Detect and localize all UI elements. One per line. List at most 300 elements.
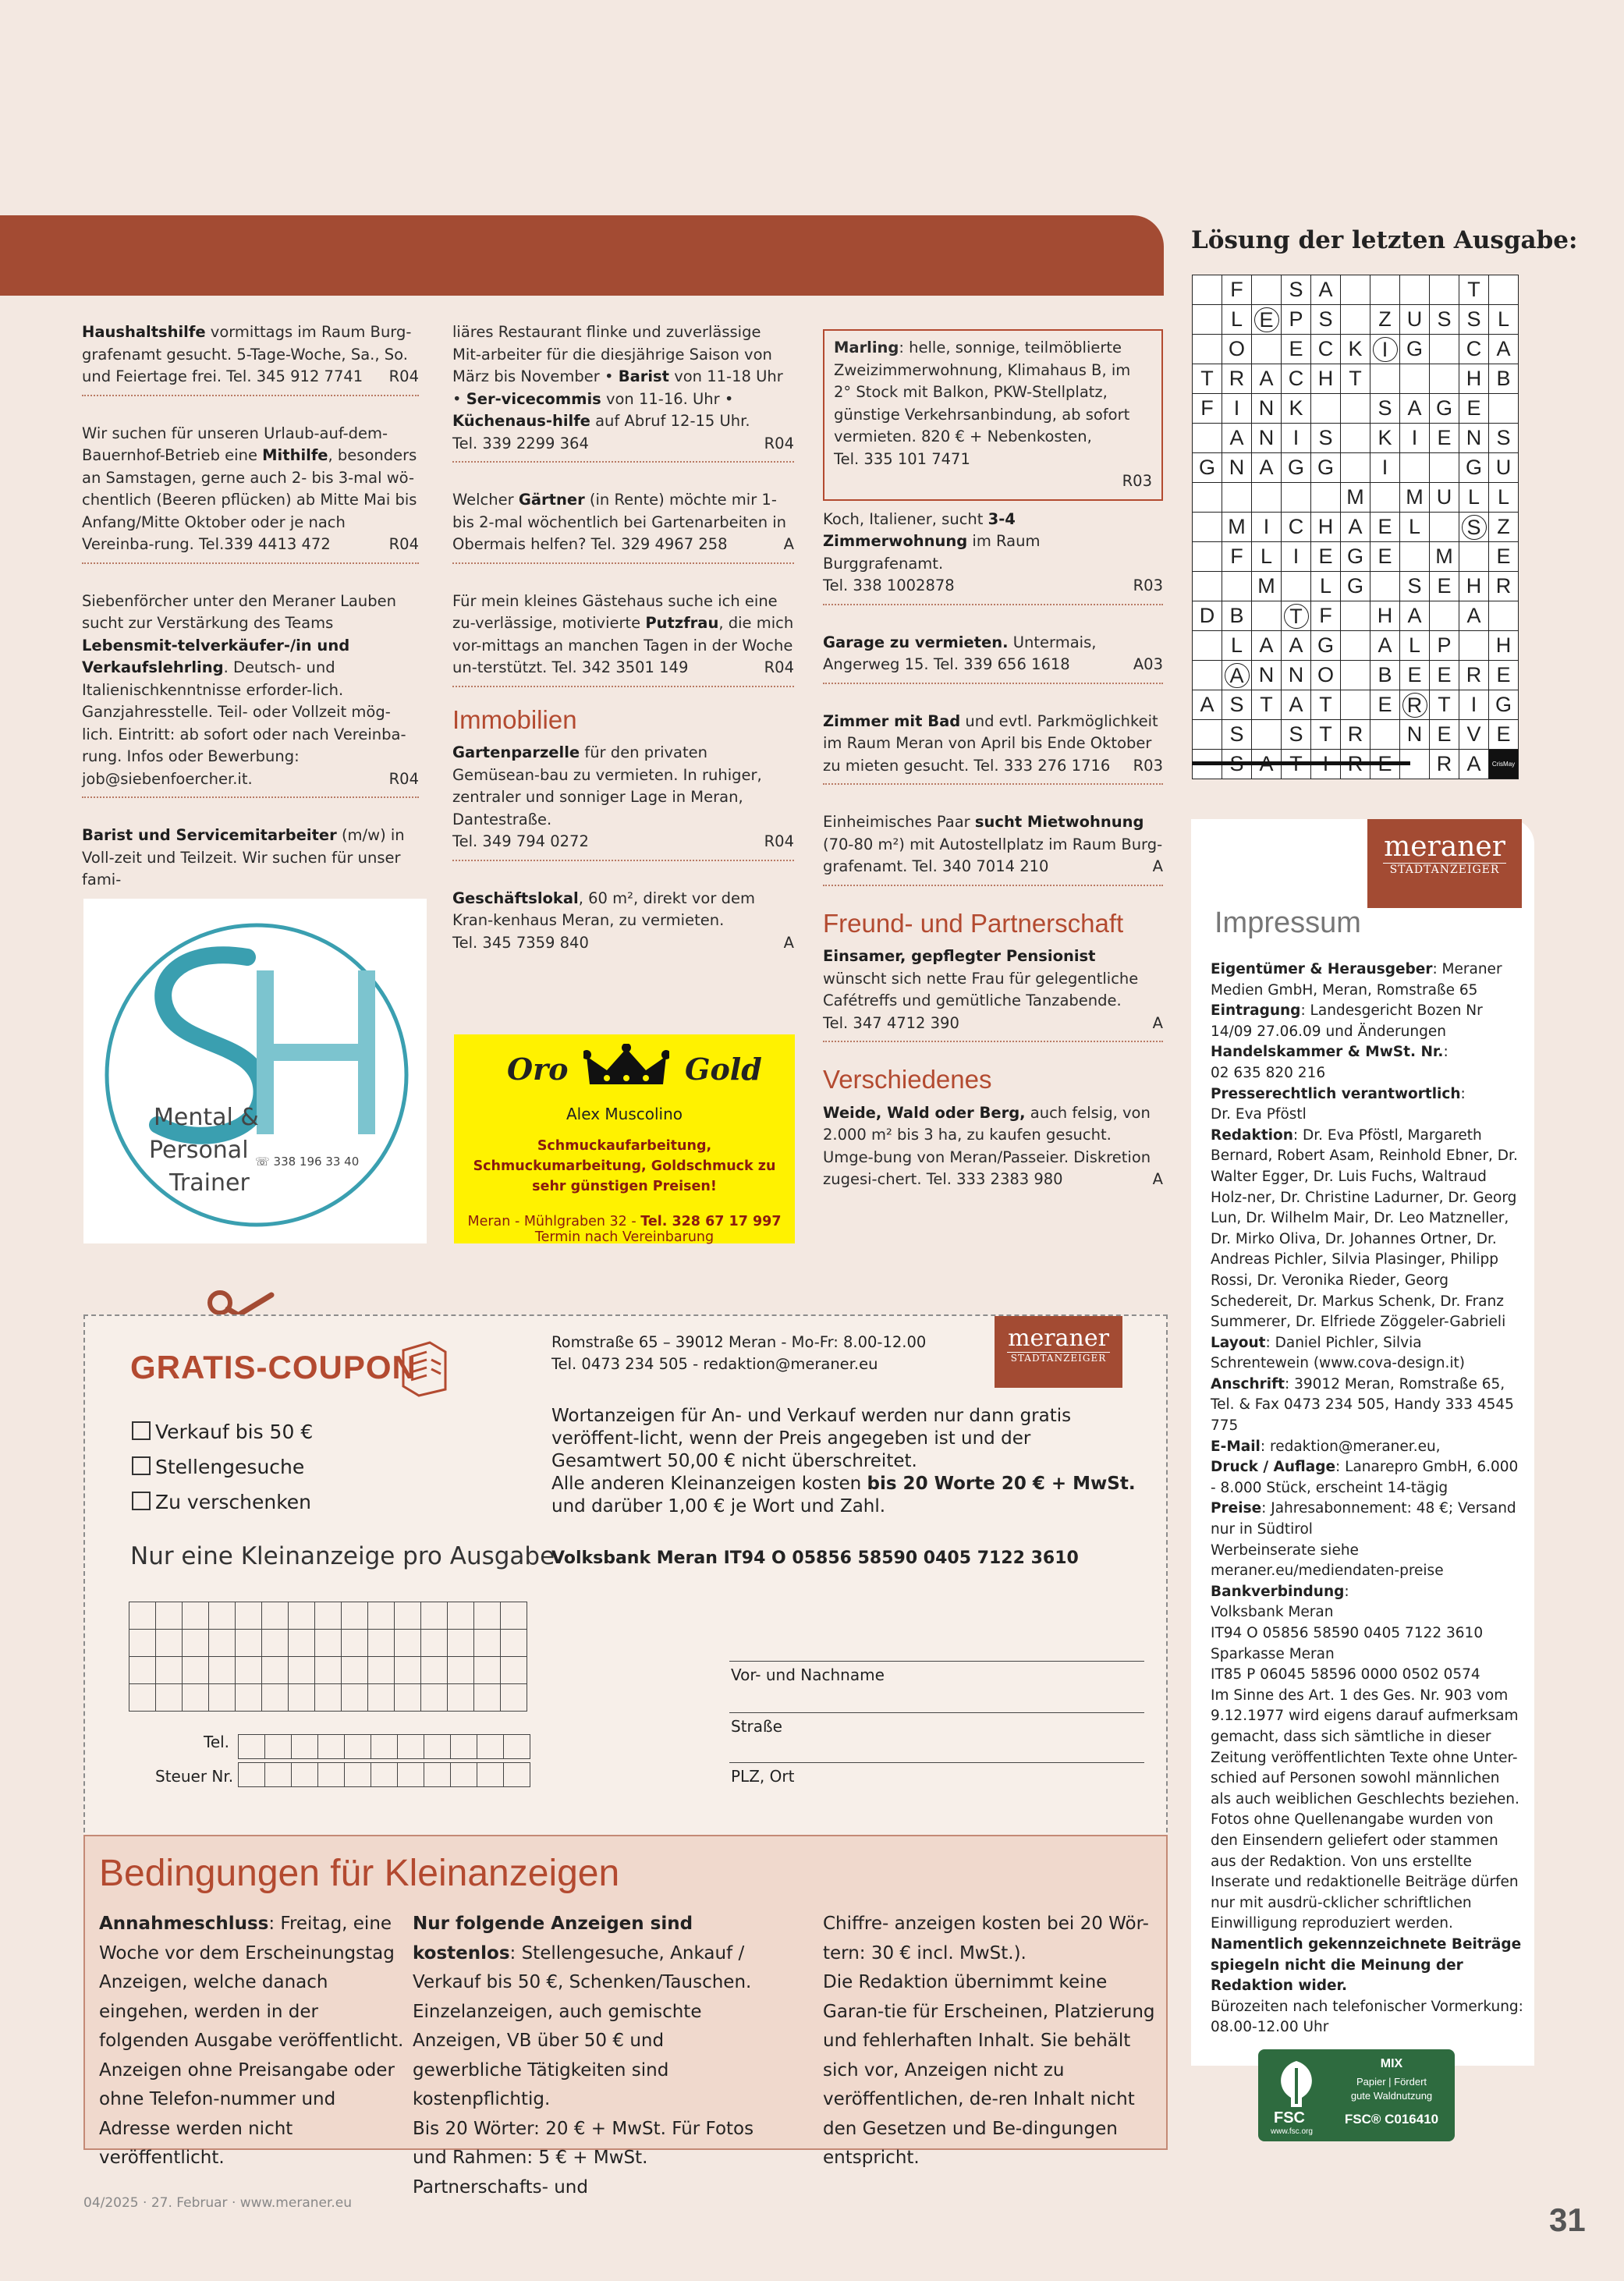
coupon-address-2: Tel. 0473 234 505 - redaktion@meraner.eu — [551, 1355, 878, 1373]
coupon-tax-label: Steuer Nr. — [155, 1767, 234, 1786]
grid-cell[interactable] — [501, 1602, 527, 1630]
grid-cell[interactable] — [421, 1657, 448, 1684]
grid-cell[interactable] — [424, 1763, 451, 1787]
crossword-cell: F — [1222, 275, 1252, 305]
crossword-cell: S — [1282, 720, 1311, 750]
crossword-cell: CrisMay — [1489, 750, 1519, 779]
ad-code: A — [1152, 1013, 1163, 1032]
coupon-tax-grid[interactable] — [238, 1762, 530, 1787]
crossword-row — [1193, 572, 1519, 601]
crossword-solution-grid — [1192, 275, 1519, 779]
grid-cell[interactable] — [421, 1602, 448, 1630]
crossword-cell: A — [1252, 364, 1282, 394]
grid-cell[interactable] — [315, 1684, 342, 1712]
crossword-cell: E — [1430, 424, 1459, 453]
checkbox-verkauf[interactable] — [132, 1421, 151, 1440]
crossword-cell — [1370, 483, 1400, 513]
grid-cell[interactable] — [209, 1630, 236, 1657]
crossword-cell: Z — [1489, 513, 1519, 542]
crossword-cell: T — [1311, 720, 1341, 750]
crossword-cell: E — [1252, 305, 1282, 335]
grid-cell[interactable] — [262, 1602, 289, 1630]
grid-cell[interactable] — [474, 1602, 501, 1630]
plz-field[interactable] — [729, 1762, 1144, 1763]
crossword-cell: S — [1400, 572, 1430, 601]
ad-code: R04 — [764, 434, 794, 452]
crossword-cell — [1341, 631, 1370, 661]
grid-cell[interactable] — [129, 1657, 156, 1684]
crossword-cell: N — [1400, 720, 1430, 750]
fsc-tree-icon — [1269, 2057, 1324, 2127]
crossword-cell: A — [1252, 631, 1282, 661]
street-field[interactable] — [729, 1712, 1144, 1713]
coupon-logo-top: meraner — [1008, 1325, 1109, 1352]
immobilien-ads — [452, 742, 794, 960]
crossword-cell — [1430, 364, 1459, 394]
col3-ad-3: Einheimisches Paar sucht Mietwohnung (70-80 m²) mit Autostellplatz im Raum Burg-grafenamt. Tel. 340 7014 210 A — [823, 811, 1163, 886]
grid-cell[interactable] — [342, 1657, 368, 1684]
crossword-cell: S — [1489, 424, 1519, 453]
grid-cell[interactable] — [129, 1602, 156, 1630]
crossword-cell — [1311, 483, 1341, 513]
crossword-cell: U — [1400, 305, 1430, 335]
ad-code: A — [1152, 857, 1163, 875]
section-title-freund: Freund- und Partnerschaft — [823, 908, 1124, 938]
crossword-cell: M — [1400, 483, 1430, 513]
grid-cell[interactable] — [289, 1657, 315, 1684]
grid-cell[interactable] — [292, 1735, 318, 1759]
crossword-cell: E — [1370, 542, 1400, 572]
grid-cell[interactable] — [368, 1657, 395, 1684]
crossword-cell: E — [1430, 661, 1459, 690]
col3-ad-0: Koch, Italiener, sucht 3-4 Zimmerwohnung im Raum Burggrafenamt. Tel. 338 1002878 R03 — [823, 509, 1163, 605]
crossword-cell: I — [1252, 513, 1282, 542]
crossword-cell: R — [1341, 720, 1370, 750]
crossword-cell: S — [1282, 275, 1311, 305]
crossword-cell: A — [1459, 750, 1489, 779]
grid-cell[interactable] — [474, 1657, 501, 1684]
grid-cell[interactable] — [474, 1684, 501, 1712]
crossword-cell — [1193, 424, 1222, 453]
crossword-cell: E — [1282, 335, 1311, 364]
crossword-cell: G — [1489, 690, 1519, 720]
crossword-row — [1193, 601, 1519, 631]
fsc-code: FSC® C016410 — [1344, 2112, 1439, 2127]
ad-code: R04 — [388, 367, 419, 385]
ad-code: R03 — [1133, 756, 1163, 775]
grid-cell[interactable] — [421, 1684, 448, 1712]
grid-cell[interactable] — [342, 1630, 368, 1657]
grid-cell[interactable] — [262, 1684, 289, 1712]
crossword-cell — [1222, 483, 1252, 513]
crossword-cell: I — [1282, 424, 1311, 453]
grid-cell[interactable] — [501, 1630, 527, 1657]
grid-cell[interactable] — [236, 1684, 262, 1712]
crossword-cell: E — [1400, 661, 1430, 690]
crossword-cell: D — [1193, 601, 1222, 631]
meraner-logo-top: meraner — [1384, 831, 1505, 863]
grid-cell[interactable] — [209, 1684, 236, 1712]
grid-cell[interactable] — [209, 1602, 236, 1630]
crossword-cell: E — [1370, 513, 1400, 542]
crossword-cell: G — [1193, 453, 1222, 483]
crossword-cell: E — [1459, 394, 1489, 424]
coupon-info: Wortanzeigen für An- und Verkauf werden nur dann gratis veröffent-licht, wenn der Preis angegeben ist und der Gesamtwert 50,00 € nicht überschreitet. Alle anderen Kleinanzeigen kosten bis 20 Worte 20 € + MwSt. und darüber 1,00 € je Wort und Zahl. — [551, 1406, 1136, 1517]
grid-cell[interactable] — [315, 1630, 342, 1657]
crossword-cell: O — [1311, 661, 1341, 690]
crossword-row — [1193, 661, 1519, 690]
crossword-cell: H — [1459, 572, 1489, 601]
grid-cell[interactable] — [395, 1684, 421, 1712]
grid-cell[interactable] — [368, 1684, 395, 1712]
crossword-cell — [1193, 513, 1222, 542]
coupon-one-ad: Nur eine Kleinanzeige pro Ausgabe — [130, 1542, 555, 1570]
crossword-cell — [1400, 542, 1430, 572]
grid-cell[interactable] — [501, 1657, 527, 1684]
crossword-cell: U — [1430, 483, 1459, 513]
crossword-cell: E — [1489, 661, 1519, 690]
grid-cell[interactable] — [265, 1735, 292, 1759]
impressum-box — [1191, 819, 1534, 2136]
crossword-cell: V — [1459, 720, 1489, 750]
crossword-cell: L — [1252, 542, 1282, 572]
crossword-cell — [1193, 542, 1222, 572]
grid-cell[interactable] — [477, 1763, 504, 1787]
crossword-cell: B — [1370, 661, 1400, 690]
col2-ad-2: Für mein kleines Gästehaus suche ich eine zu-verlässige, motivierte Putzfrau, die mich vor-mittags an manchen Tagen in der Woche un-terstützt. Tel. 342 3501 149 R04 — [452, 591, 794, 687]
crossword-cell — [1370, 364, 1400, 394]
grid-cell[interactable] — [292, 1763, 318, 1787]
option-verkauf-label: Verkauf bis 50 € — [155, 1421, 314, 1443]
crossword-cell — [1282, 572, 1311, 601]
crossword-cell: S — [1222, 690, 1252, 720]
crossword-cell: S — [1222, 720, 1252, 750]
header-banner — [0, 215, 1164, 296]
crossword-cell: R — [1489, 572, 1519, 601]
grid-cell[interactable] — [262, 1657, 289, 1684]
crossword-cell — [1252, 275, 1282, 305]
crossword-cell: U — [1489, 453, 1519, 483]
conditions-box — [83, 1835, 1168, 2198]
impressum-text: Eigentümer & Herausgeber: Meraner Medien GmbH, Meran, Romstraße 65 Eintragung: Landesgericht Bozen Nr 14/09 27.06.09 und Änderungen Handelskammer & MwSt. Nr.: 02 635 820 216 Presserechtlich verantwortlich: Dr. Eva Pföstl Redaktion: Dr. Eva Pföstl, Margareth Bernard, Robert Asam, Reinhold Ebner, Dr. Walter Egger, Dr. Luis Fuchs, Waltraud Holz-ner, Dr. Christine Ladurner, Dr. Georg Lun, Dr. Wilhelm Mair, Dr. Leo Matzneller, Dr. Mirko Oliva, Dr. Johannes Ortner, Dr. Andreas Pichler, Silvia Plasinger, Philipp Rossi, Dr. Veronika Rieder, Georg Schedereit, Dr. Markus Schenk, Dr. Franz Summerer, Dr. Elfriede Zöggeler-Gabrieli Layout: Daniel Pichler, Silvia Schrentewein (www.cova-design.it) Anschrift: 39012 Meran, Romstraße 65, Tel. & Fax 0473 234 505, Handy 333 4545 775 E-Mail: redaktion@meraner.eu, Druck / Auflage: Lanarepro GmbH, 6.000 - 8.000 Stück, erscheint 14-tägig Preise: Jahresabonnement: 48 €; Versand nur in Südtirol Werbeinserate siehe meraner.eu/mediendaten-preise Bankverbindung: Volksbank Meran IT94 O 05856 58590 0405 7122 3610 Sparkasse Meran IT85 P 06045 58596 0000 0502 0574 Im Sinne des Art. 1 des Ges. Nr. 903 vom 9.12.1977 wird eigens darauf aufmerksam gemacht, dass sich sämtliche in dieser Zeitung veröffentlichten Texte ohne Unter-schied auf Personen sowohl männlichen als auch weiblichen Geschlechts beziehen. Fotos ohne Quellenangabe wurden von den Einsendern geliefert oder stammen aus der Redaktion. Von uns erstellte Inserate und redaktionelle Beiträge dürfen nur mit ausdrü-cklicher schriftlichen Einwilligung reproduziert werden. Namentlich gekennzeichnete Beiträge spiegeln nicht die Meinung der Redaktion wider. Bürozeiten nach telefonischer Vormerkung: 08.00-12.00 Uhr — [1211, 961, 1523, 2036]
crossword-cell: L — [1400, 631, 1430, 661]
crossword-cell — [1489, 394, 1519, 424]
ad-code: R04 — [388, 535, 419, 553]
solution-title: Lösung der letzten Ausgabe: — [1191, 226, 1578, 254]
name-field[interactable] — [729, 1661, 1144, 1662]
grid-cell[interactable] — [342, 1684, 368, 1712]
crossword-cell: G — [1341, 572, 1370, 601]
oro-phone: Tel. 328 67 17 997 — [640, 1214, 782, 1229]
crossword-cell — [1430, 513, 1459, 542]
ad-code: R03 — [1133, 576, 1163, 594]
grid-cell[interactable] — [315, 1602, 342, 1630]
grid-cell[interactable] — [395, 1602, 421, 1630]
crossword-cell — [1341, 601, 1370, 631]
crossword-cell: A — [1400, 394, 1430, 424]
grid-cell[interactable] — [424, 1735, 451, 1759]
grid-cell[interactable] — [342, 1602, 368, 1630]
oro-address-text: Meran - Mühlgraben 32 - — [467, 1214, 641, 1229]
option-verschenken-label: Zu verschenken — [155, 1491, 312, 1513]
gold-text: Gold — [685, 1052, 762, 1087]
crossword-cell: P — [1282, 305, 1311, 335]
grid-cell[interactable] — [395, 1657, 421, 1684]
option-verkauf[interactable] — [132, 1421, 313, 1443]
crossword-cell: L — [1222, 631, 1252, 661]
crossword-cell: L — [1311, 572, 1341, 601]
grid-cell[interactable] — [451, 1763, 477, 1787]
crossword-cell: S — [1311, 424, 1341, 453]
sh-mental-text: Mental & — [154, 1104, 259, 1131]
coupon-address-1: Romstraße 65 – 39012 Meran - Mo-Fr: 8.00-12.00 — [551, 1333, 927, 1351]
oro-owner: Alex Muscolino — [566, 1105, 683, 1123]
crossword-cell — [1430, 335, 1459, 364]
crossword-cell: R — [1222, 364, 1252, 394]
crossword-cell — [1400, 453, 1430, 483]
crossword-cell: I — [1282, 542, 1311, 572]
crossword-cell: N — [1282, 661, 1311, 690]
crossword-cell — [1222, 572, 1252, 601]
crossword-cell: F — [1222, 542, 1252, 572]
grid-cell[interactable] — [368, 1630, 395, 1657]
crossword-cell: N — [1459, 424, 1489, 453]
col1-ad-0: Haushaltshilfe vormittags im Raum Burg-grafenamt gesucht. 5-Tage-Woche, Sa., So. und Feiertage frei. Tel. 345 912 7741 R04 — [82, 321, 419, 396]
partner-ad-0: Einsamer, gepflegter Pensionist wünscht sich nette Frau für gelegentliche Cafétreffs und gemütliche Tanzabende. Tel. 347 4712 390 A — [823, 945, 1163, 1042]
crossword-cell: N — [1252, 424, 1282, 453]
sh-logo-icon — [83, 899, 427, 1243]
fsc-line2: gute Waldnutzung — [1350, 2090, 1433, 2102]
grid-cell[interactable] — [477, 1735, 504, 1759]
grid-cell[interactable] — [129, 1630, 156, 1657]
newspaper-icon — [399, 1338, 450, 1397]
ad-code: A — [783, 933, 794, 952]
col1-ad-1: Wir suchen für unseren Urlaub-auf-dem-Bauernhof-Betrieb eine Mithilfe, besonders an Samstagen, gerne auch 2- bis 3-mal wö-chentlich (Beeren pflücken) ab Mitte Mai bis Anfang/Mitte Oktober oder je nach Vereinba-rung. Tel.339 4413 472 R04 — [82, 423, 419, 564]
crossword-cell — [1193, 335, 1222, 364]
grid-cell[interactable] — [474, 1630, 501, 1657]
crossword-cell: A — [1400, 601, 1430, 631]
grid-cell[interactable] — [421, 1630, 448, 1657]
crossword-cell: A — [1252, 453, 1282, 483]
crossword-cell — [1400, 364, 1430, 394]
ad-code: A03 — [1133, 655, 1163, 673]
grid-cell[interactable] — [345, 1735, 371, 1759]
col2-ad-0: liäres Restaurant flinke und zuverlässige Mit-arbeiter für die diesjährige Saison von März bis November • Barist von 11-18 Uhr • Ser-vicecommis von 11-16. Uhr • Küchenaus-hilfe auf Abruf 12-15 Uhr. Tel. 339 2299 364 R04 — [452, 321, 794, 463]
crossword-row — [1193, 453, 1519, 483]
crossword-cell: R — [1400, 690, 1430, 720]
crossword-cell — [1193, 305, 1222, 335]
crossword-cell: C — [1282, 513, 1311, 542]
grid-cell[interactable] — [265, 1763, 292, 1787]
grid-cell[interactable] — [209, 1657, 236, 1684]
grid-cell[interactable] — [448, 1602, 474, 1630]
crossword-bar — [1192, 761, 1410, 765]
crossword-cell: H — [1459, 364, 1489, 394]
grid-cell[interactable] — [236, 1630, 262, 1657]
crossword-cell: I — [1370, 335, 1400, 364]
crossword-cell: A — [1311, 275, 1341, 305]
coupon-bank: Volksbank Meran IT94 O 05856 58590 0405 7122 3610 — [551, 1548, 1079, 1568]
grid-cell[interactable] — [398, 1735, 424, 1759]
coupon-tel-label: Tel. — [204, 1733, 230, 1751]
grid-cell[interactable] — [289, 1602, 315, 1630]
fsc-line1: Papier | Fördert — [1356, 2076, 1427, 2088]
grid-cell[interactable] — [501, 1684, 527, 1712]
crossword-cell — [1252, 335, 1282, 364]
grid-cell[interactable] — [156, 1657, 183, 1684]
gratis-coupon — [83, 1314, 1168, 1840]
grid-cell[interactable] — [156, 1630, 183, 1657]
crossword-cell: A — [1459, 601, 1489, 631]
ad-code: R04 — [388, 769, 419, 788]
crossword-cell — [1193, 720, 1222, 750]
grid-cell[interactable] — [448, 1657, 474, 1684]
immobilien-ad-0: Gartenparzelle für den privaten Gemüsean-bau zu vermieten. In ruhiger, zentraler und sonniger Lage in Meran, Dantestraße. Tel. 349 794 0272 R04 — [452, 742, 794, 861]
grid-cell[interactable] — [183, 1602, 209, 1630]
crossword-cell: A — [1489, 335, 1519, 364]
coupon-meraner-logo — [995, 1316, 1122, 1388]
col3-ad-2: Zimmer mit Bad und evtl. Parkmöglichkeit im Raum Meran von April bis Ende Oktober zu mieten gesucht. Tel. 333 276 1716 R03 — [823, 711, 1163, 786]
verschiedenes-ad-0: Weide, Wald oder Berg, auch felsig, von 2.000 m² bis 3 ha, zu kaufen gesucht. Umge-bung von Meran/Passeier. Diskretion zugesi-chert. Tel. 333 2383 980 A — [823, 1102, 1163, 1197]
grid-cell[interactable] — [368, 1602, 395, 1630]
option-verschenken[interactable] — [132, 1491, 313, 1513]
crossword-cell: S — [1430, 305, 1459, 335]
grid-cell[interactable] — [239, 1735, 265, 1759]
option-stellengesuche[interactable] — [132, 1456, 313, 1478]
crossword-cell: E — [1430, 572, 1459, 601]
crossword-cell — [1311, 394, 1341, 424]
grid-cell[interactable] — [156, 1684, 183, 1712]
crossword-cell: F — [1193, 394, 1222, 424]
checkbox-stellengesuche[interactable] — [132, 1456, 151, 1475]
sh-personal-text: Personal — [149, 1137, 249, 1164]
grid-cell[interactable] — [318, 1763, 345, 1787]
meraner-logo — [1367, 819, 1522, 908]
grid-cell[interactable] — [262, 1630, 289, 1657]
street-label: Straße — [731, 1717, 782, 1736]
crossword-cell: I — [1222, 394, 1252, 424]
fsc-mix: MIX — [1380, 2057, 1403, 2070]
crossword-cell — [1341, 661, 1370, 690]
crossword-cell: T — [1311, 690, 1341, 720]
grid-cell[interactable] — [236, 1657, 262, 1684]
grid-cell[interactable] — [398, 1763, 424, 1787]
grid-cell[interactable] — [504, 1735, 530, 1759]
ad-code: R04 — [764, 658, 794, 676]
crossword-cell — [1341, 690, 1370, 720]
coupon-word-grid[interactable] — [129, 1602, 527, 1712]
grid-cell[interactable] — [451, 1735, 477, 1759]
grid-cell[interactable] — [315, 1657, 342, 1684]
grid-cell[interactable] — [448, 1684, 474, 1712]
crossword-cell — [1370, 572, 1400, 601]
crossword-cell — [1370, 275, 1400, 305]
fsc-url: www.fsc.org — [1271, 2127, 1313, 2136]
grid-cell[interactable] — [129, 1684, 156, 1712]
col3-ad-1: Garage zu vermieten. Untermais, Angerweg 15. Tel. 339 656 1618 A03 — [823, 632, 1163, 684]
crossword-cell: A — [1370, 631, 1400, 661]
crossword-cell: T — [1459, 275, 1489, 305]
crown-icon — [583, 1044, 669, 1091]
crossword-cell: L — [1400, 513, 1430, 542]
crossword-row — [1193, 364, 1519, 394]
grid-cell[interactable] — [448, 1630, 474, 1657]
grid-cell[interactable] — [183, 1630, 209, 1657]
crossword-cell — [1193, 661, 1222, 690]
sh-trainer-text: Trainer — [169, 1169, 250, 1197]
grid-cell[interactable] — [183, 1657, 209, 1684]
grid-cell[interactable] — [156, 1602, 183, 1630]
crossword-cell — [1252, 720, 1282, 750]
crossword-cell: E — [1489, 542, 1519, 572]
crossword-cell: G — [1400, 335, 1430, 364]
crossword-cell — [1193, 631, 1222, 661]
grid-cell[interactable] — [371, 1763, 398, 1787]
crossword-cell: T — [1341, 364, 1370, 394]
partnerschaft-ads — [823, 945, 1163, 1042]
checkbox-verschenken[interactable] — [132, 1492, 151, 1510]
grid-cell[interactable] — [183, 1684, 209, 1712]
crossword-cell: A — [1341, 513, 1370, 542]
coupon-tel-grid[interactable] — [238, 1734, 530, 1759]
grid-cell[interactable] — [318, 1735, 345, 1759]
crossword-cell — [1489, 275, 1519, 305]
crossword-cell — [1193, 483, 1222, 513]
crossword-cell: B — [1489, 364, 1519, 394]
crossword-cell: I — [1459, 690, 1489, 720]
crossword-cell: B — [1222, 601, 1252, 631]
crossword-cell: C — [1311, 335, 1341, 364]
oro-text: Oro — [507, 1052, 569, 1087]
crossword-cell: N — [1222, 453, 1252, 483]
option-stellengesuche-label: Stellengesuche — [155, 1456, 305, 1478]
conditions-col-2: Nur folgende Anzeigen sind kostenlos: Stellengesuche, Ankauf / Verkauf bis 50 €, Schenken/Tauschen. Einzelanzeigen, auch gemischte Anzeigen, VB über 50 € und gewerbliche Tätigkeiten sind kostenpflichtig. Bis 20 Wörter: 20 € + MwSt. Für Fotos und Rahmen: 5 € + MwSt. Partnerschafts- und — [413, 1914, 754, 2198]
coupon-options — [132, 1421, 313, 1513]
crossword-cell — [1341, 424, 1370, 453]
crossword-cell: N — [1252, 394, 1282, 424]
grid-cell[interactable] — [236, 1602, 262, 1630]
crossword-cell: M — [1222, 513, 1252, 542]
crossword-row — [1193, 483, 1519, 513]
crossword-cell: T — [1193, 364, 1222, 394]
crossword-cell: H — [1489, 631, 1519, 661]
plz-label: PLZ, Ort — [731, 1767, 795, 1786]
meraner-logo-bottom: STADTANZEIGER — [1383, 863, 1506, 876]
grid-cell[interactable] — [345, 1763, 371, 1787]
grid-cell[interactable] — [504, 1763, 530, 1787]
crossword-cell: M — [1252, 572, 1282, 601]
crossword-row — [1193, 542, 1519, 572]
crossword-row — [1193, 690, 1519, 720]
grid-cell[interactable] — [289, 1684, 315, 1712]
crossword-cell: M — [1430, 542, 1459, 572]
grid-cell[interactable] — [289, 1630, 315, 1657]
crossword-cell — [1459, 542, 1489, 572]
crossword-cell: L — [1489, 305, 1519, 335]
crossword-row — [1193, 335, 1519, 364]
crossword-cell: O — [1222, 335, 1252, 364]
grid-cell[interactable] — [239, 1763, 265, 1787]
coupon-logo-bottom: STADTANZEIGER — [1007, 1352, 1110, 1364]
crossword-cell: F — [1311, 601, 1341, 631]
crossword-cell: I — [1400, 424, 1430, 453]
crossword-cell: G — [1430, 394, 1459, 424]
footer-text: 04/2025 · 27. Februar · www.meraner.eu — [83, 2195, 353, 2211]
conditions-title: Bedingungen für Kleinanzeigen — [99, 1853, 620, 1894]
crossword-row — [1193, 275, 1519, 305]
grid-cell[interactable] — [395, 1630, 421, 1657]
grid-cell[interactable] — [371, 1735, 398, 1759]
